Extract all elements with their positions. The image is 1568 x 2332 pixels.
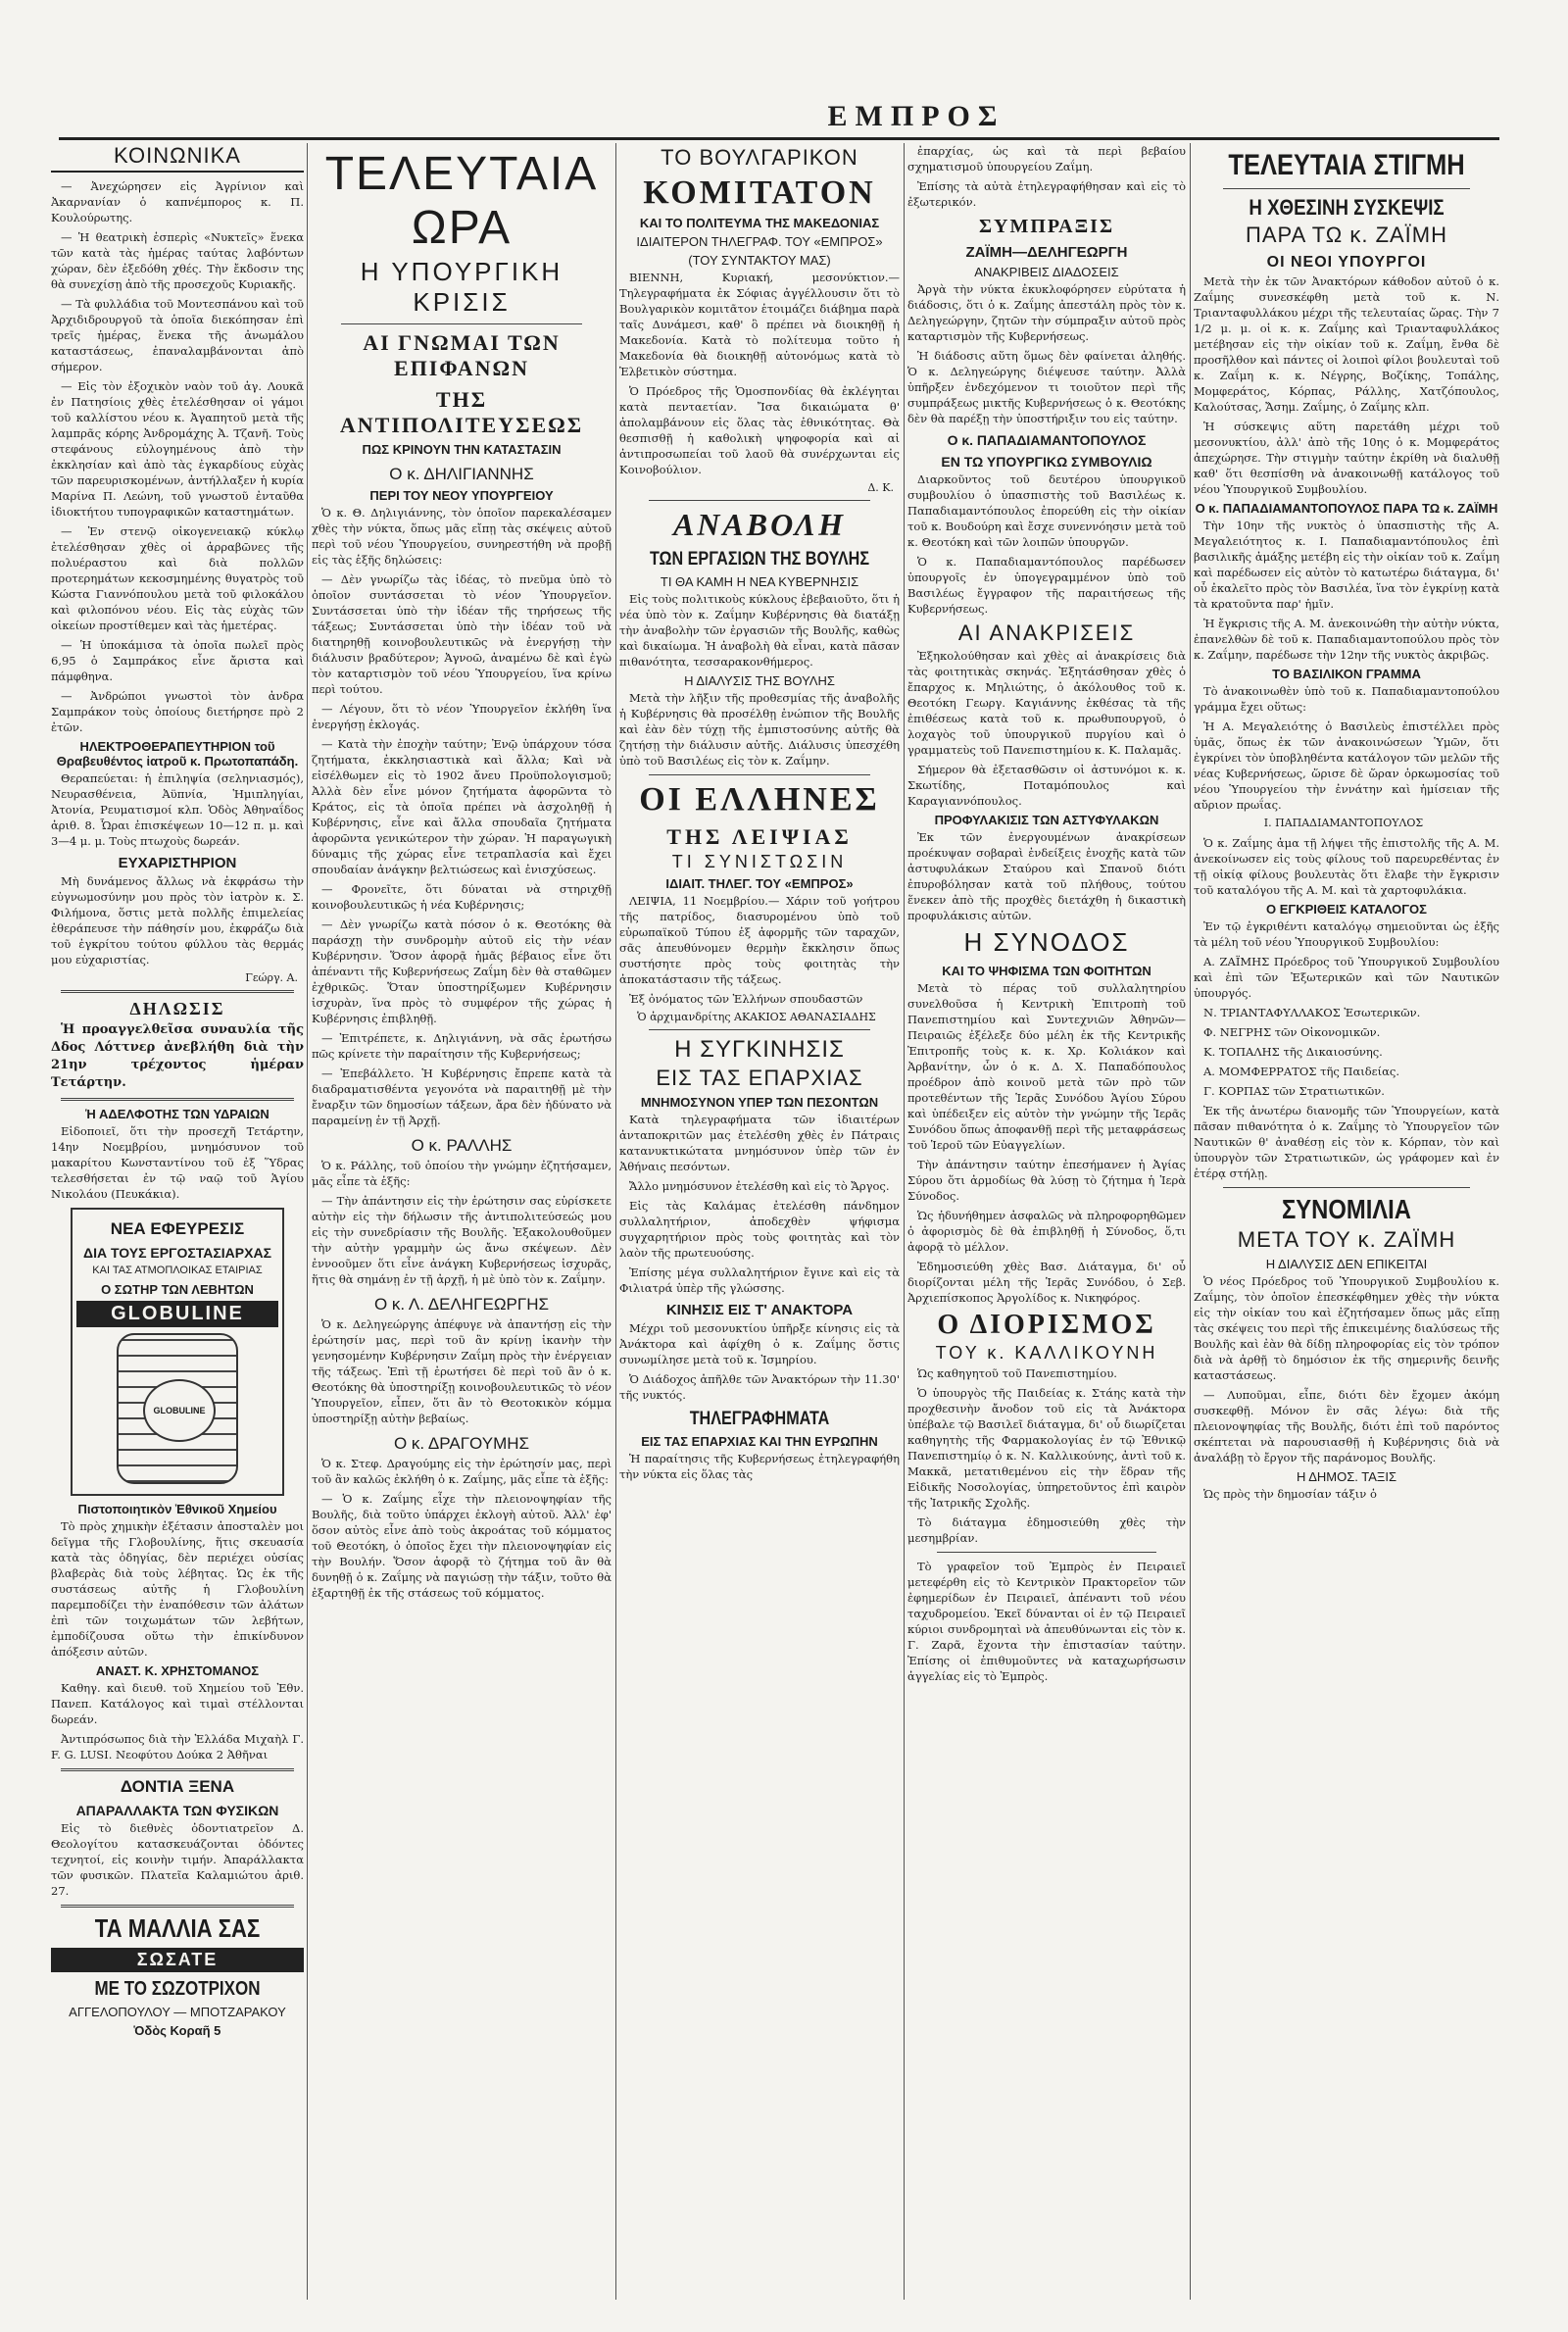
subheadline: ΙΔΙΑΙΤ. ΤΗΛΕΓ. ΤΟΥ «ΕΜΠΡΟΣ» [665,876,854,891]
paragraph: Ἐπίσης τὰ αὐτὰ ἐτηλεγραφήθησαν καὶ εἰς τὸ ἐξωτερικόν. [907,179,1186,209]
section-title: ΚΟΙΝΩΝΙΚΑ [51,143,304,173]
paragraph: Τὸ ἀνακοινωθὲν ὑπὸ τοῦ κ. Παπαδιαμαντοπούλου γράμμα ἔχει οὕτως: [1194,684,1499,714]
headline: ΣΥΜΠΡΑΞΙΣ [978,216,1115,237]
headline: ΕΙΣ ΤΑΣ ΕΠΑΡΧΙΑΣ [656,1066,863,1090]
paragraph: — Ἡ θεατρικὴ ἑσπερὶς «Νυκτεῖς» ἕνεκα τῶν κατὰ τὰς ἡμέρας ταύτας λαβόντων χώραν, δὲν ἐξεδόθη χθές. Τὴν ἔκδοσιν της θὰ συνεχίσῃ ἀπὸ τῆς προσεχοῦς Κυριακῆς. [51,230,304,291]
paragraph: Ὁ κ. Θ. Δηλιγιάννης, τὸν ὁποῖον παρεκαλέσαμεν χθὲς τὴν νύκτα, ὅπως μᾶς εἴπῃ τὰς σκέψεις αὐτοῦ περὶ τοῦ νέου Ὑπουργείου, συνηρεστήθη νὰ προβῇ εἰς τὰς ἑξῆς δηλώσεις: [312,506,612,567]
paragraph: Διαρκοῦντος τοῦ δευτέρου ὑπουργικοῦ συμβουλίου ὁ ὑπασπιστὴς τοῦ Βασιλέως κ. Παπαδιαμαντόπουλος ἐπορεύθη εἰς τὴν οἰκίαν τοῦ κ. Βουδούρη καὶ ἔσχε συνεννόησιν μετὰ τοῦ κ. Θεοτόκη καὶ τῶν λοιπῶν ὑπουργῶν. [907,472,1186,549]
paragraph: Κ. ΤΟΠΑΛΗΣ τῆς Δικαιοσύνης. [1203,1045,1383,1059]
ad-heading: ΚΑΙ ΤΑΣ ΑΤΜΟΠΛΟΙΚΑΣ ΕΤΑΙΡΙΑΣ [92,1265,263,1276]
ad-globuline [71,1208,284,1496]
paragraph: — Ὁ κ. Ζαΐμης εἶχε τὴν πλειονοψηφίαν τῆς Βουλῆς, διὰ τοῦτο ὑπάρχει ἐκλογὴ αὐτοῦ. Ἀλλ' ἐφ' ὅσον αὐτὸς εἶνε ἀπὸ τοὺς ἀκροάτας τοῦ κόμματος τοῦ Θεοτόκη, ὁ ὁποῖος ἔχει τὴν πλειονοψηφίαν εἰς τὴν Βουλήν. Ὅσον ἀφορᾷ τὸ ζήτημα τοῦ ἂν θὰ δυνηθῇ ὁ κ. Ζαΐμης νὰ παγιώσῃ τὴν τάξιν, τοῦτο θὰ ἐξαρτηθῇ ἐκ τῆς στάσεως τοῦ κόμματος. [312,1492,612,1600]
barrel-label: GLOBULINE [143,1379,216,1442]
divider [649,500,870,501]
headline: ΚΙΝΗΣΙΣ ΕΙΣ Τ' ΑΝΑΚΤΟΡΑ [665,1302,854,1318]
divider [61,1098,294,1101]
column-cooperation [907,143,1186,2319]
column-rule [615,143,616,2300]
divider [937,1552,1156,1553]
headline: ΚΟΜΙΤΑΤΟΝ [643,174,876,211]
paragraph: — Ἀνεχώρησεν εἰς Ἀγρίνιον καὶ Ἀκαρνανίαν ὁ καπνέμπορος κ. Π. Κουλούρωτης. [51,179,304,224]
headline: Η ΣΥΝΟΔΟΣ [963,927,1130,957]
section-heading: Ο κ. ΔΡΑΓΟΥΜΗΣ [393,1434,530,1453]
subheadline: Ο κ. ΠΑΠΑΔΙΑΜΑΝΤΟΠΟΥΛΟΣ ΠΑΡΑ ΤΩ κ. ΖΑΪΜΗ [1195,501,1498,516]
paragraph: Ὁ Πρόεδρος τῆς Ὁμοσπονδίας θὰ ἐκλέγηται κατὰ πενταετίαν. Ἴσα δικαιώματα θ' ἀπολαμβάνουν εἰς ὅλας τὰς ἐθνικότητας. Θὰ θεσπισθῇ ἡ καθολικὴ ψηφοφορία καὶ αἱ ἀντιπροσωπείαι τοῦ λαοῦ θὰ συνέρχωνται εἰς Κοινοβούλιον. [619,384,900,476]
paragraph: Ἡ ἔγκρισις τῆς Α. Μ. ἀνεκοινώθη τὴν αὐτὴν νύκτα, ἐπανελθὼν δὲ τοῦ κ. Παπαδιαμαντοπούλου πρὸς τὸν κ. Ζαΐμην, παρέδωσε τὴν 12ην τῆς νυκτὸς ἀκριβῶς. [1194,617,1499,662]
section-heading: ΠΕΡΙ ΤΟΥ ΝΕΟΥ ΥΠΟΥΡΓΕΙΟΥ [369,488,554,503]
subheadline: ΤΙ ΣΥΝΙΣΤΩΣΙΝ [671,852,848,871]
column-social [51,143,304,2319]
signature: Γεώργ. Α. [245,971,298,984]
headline: ΑΝΑΒΟΛΗ [672,507,847,542]
ad-heading: ΔΙΑ ΤΟΥΣ ΕΡΓΟΣΤΑΣΙΑΡΧΑΣ [83,1245,271,1261]
paragraph: Ἡ σύσκεψις αὕτη παρετάθη μέχρι τοῦ μεσονυκτίου, ἀλλ' ἀπὸ τῆς 10ης ὁ κ. Μομφεράτος ἀπεχώρησε. Τὴν στιγμὴν ταύτην ἐκρίθη νὰ διαλυθῇ καθ' ὅτι θεσπίσθη νὰ ἀνακοινωθῇ κατάλογος τοῦ νέου Ὑπουργικοῦ Συμβουλίου. [1194,420,1499,496]
paragraph: Εἰς τὰς Καλάμας ἐτελέσθη πάνδημον συλλαλητήριον, ἀποδεχθὲν ψήφισμα συγχαρητήριον πρὸς τοὺς φοιτητὰς καὶ τὸν λαὸν τῆς πρωτευούσης. [619,1199,900,1260]
headline: ΑΙ ΑΝΑΚΡΙΣΕΙΣ [957,620,1136,645]
paragraph: Τὸ πρὸς χημικὴν ἐξέτασιν ἀποσταλὲν μοι δεῖγμα τῆς Γλοβουλίνης, ἥτις σκευασία κατὰ τὰς ὁδηγίας, δὲν περιέχει οὐσίας βλαβερὰς διὰ τοὺς λέβητας. Ὡς ἐκ τῆς συστάσεως αὐτῆς ἡ Γλοβουλίνη παρεμποδίζει τὴν ἐναπόθεσιν τῶν ἀλάτων ἐπὶ τῶν τοιχωμάτων τῶν λεβήτων, ἐμποδίζουσα οὕτω τὴν ἐπικίνδυνον ἀπόξεσιν αὐτῶν. [51,1519,304,1659]
divider [341,323,582,324]
paragraph: — Ἀνδρώποι γνωστοὶ τὸν ἀνδρα Σαμπράκον τοὺς ὁποίους διετήρησε πρὸ 2 ἐτῶν. [51,689,304,734]
paragraph: Ἡ Α. Μεγαλειότης ὁ Βασιλεὺς ἐπιστέλλει πρὸς ὑμᾶς, ὅπως ἐκ τῶν ἀνακοινώσεων Ὑμῶν, ὅτι ἐγκρίνει τὸν ὑποβληθέντα κατάλογον τῶν μελῶν τῆς νέας Κυβερνήσεως, ὥρισε δὲ ὥραν ὁρκωμοσίας τοῦ νέου Ὑπουργείου τὴν ἐννάτην καὶ ἡμίσειαν τῆς αὔριον πρωΐας. [1194,719,1499,812]
headline: Η ΥΠΟΥΡΓΙΚΗ ΚΡΙΣΙΣ [360,257,564,317]
paragraph: — Ἡ ὑποκάμισα τὰ ὁποῖα πωλεῖ πρὸς 6,95 ὁ Σαμπράκος εἶνε ἄριστα καὶ πάμφθηνα. [51,638,304,683]
paragraph: Ἄλλο μνημόσυνον ἐτελέσθη καὶ εἰς τὸ Ἄργος. [629,1179,890,1193]
subheadline: Η ΔΗΜΟΣ. ΤΑΞΙΣ [1296,1469,1397,1484]
paragraph: — Δὲν γνωρίζω κατὰ πόσον ὁ κ. Θεοτόκης θὰ παράσχῃ τὴν συνδρομὴν αὐτοῦ εἰς τὴν νέαν Κυβέρνησιν. Ὅσον ἀφορᾷ ἡμᾶς βέβαιος εἶνε ὅτι ἀπέναντι τῆς Κυβερνήσεως Ζαΐμη δὲν θὰ σταθῶμεν ἐχθρικῶς. Ὅταν ὑποστηρίξωμεν Κυβέρνησιν ἰσχυρὰν, ἵνα πρὸς τὸ συμφέρον τῆς χώρας ἡ Κυβέρνησις ἐπιβληθῇ. [312,918,612,1025]
subheadline: ΤΩΝ ΕΡΓΑΣΙΩΝ ΤΗΣ ΒΟΥΛΗΣ [649,549,870,570]
paragraph: Μετὰ τὴν ἐκ τῶν Ἀνακτόρων κάθοδον αὐτοῦ ὁ κ. Ζαΐμης συνεσκέφθη μετὰ τοῦ κ. Ν. Τριανταφυλλάκου μέχρι τῆς τελευταίας ὥρας. Τὴν 7 1/2 μ. μ. οἱ κ. κ. Ζαΐμης καὶ Τριανταφυλλάκος μετέβησαν εἰς τὴν οἰκίαν τοῦ κ. Ζαΐμη, ἔνθα δὲ προσῆλθον καὶ πάντες οἱ λοιποὶ φίλοι βουλευταὶ τοῦ κ. Ζαΐμη κ. κ. Νέγρης, Βοζίκης, Τοπάλης, Μομφεράτος, Κόρπας, Ράλλης, Χατζόπουλος, Καλούτσας, Ἄσημ. Ζαΐμης, ὁ Ζαΐμης κλπ. [1194,274,1499,414]
paragraph: Ἀργὰ τὴν νύκτα ἐκυκλοφόρησεν εὐρύτατα ἡ διάδοσις, ὅτι ὁ κ. Ζαΐμης ἀπεστάλη πρὸς τὸν κ. Δεληγεώργην, ζητῶν τὴν σύμπραξιν αὐτοῦ πρὸς καταρτισμὸν τῆς Κυβερνήσεως. [907,282,1186,343]
subheadline: ΚΑΙ ΤΟ ΨΗΦΙΣΜΑ ΤΩΝ ΦΟΙΤΗΤΩΝ [942,964,1152,978]
ad-heading: ΑΠΑΡΑΛΛΑΚΤΑ ΤΩΝ ΦΥΣΙΚΩΝ [75,1803,279,1818]
paragraph: Ὡς καθηγητοῦ τοῦ Πανεπιστημίου. [917,1366,1117,1380]
ad-heading: ΤΑ ΜΑΛΛΙΑ ΣΑΣ [94,1913,261,1943]
paragraph: Ἐξηκολούθησαν καὶ χθὲς αἱ ἀνακρίσεις διὰ τὰς φοιτητικὰς σκηνάς. Ἐξητάσθησαν χθὲς ὁ ἔπαρχος κ. Μηλιώτης, ὁ ἀκόλουθος τοῦ κ. Θεοτόκη Γεωργ. Καγιάννης ἐκθέσας τὰ τῆς ἐπιθέσεως κατὰ τοῦ κ. πρωθυπουργοῦ, ὁ λοχαγὸς τοῦ ὑπουργικοῦ πυργίου καὶ ὁ γραμματεὺς τοῦ Πανεπιστημίου κ. Κ. Παλαμᾶς. [907,649,1186,757]
ad-heading: ΜΕ ΤΟ ΣΩΖΟΤΡΙΧΟΝ [94,1978,261,2000]
paragraph: Ἐξ ὀνόματος τῶν Ἑλλήνων σπουδαστῶν [629,992,863,1006]
signature: Ι. ΠΑΠΑΔΙΑΜΑΝΤΟΠΟΥΛΟΣ [1263,817,1424,829]
ad-heading: ΑΓΓΕΛΟΠΟΥΛΟΥ — ΜΠΟΤΖΑΡΑΚΟΥ [69,2005,286,2019]
paragraph: Α. ΜΟΜΦΕΡΡΑΤΟΣ τῆς Παιδείας. [1203,1065,1399,1078]
ad-heading: Ἡ ΑΔΕΛΦΟΤΗΣ ΤΩΝ ΥΔΡΑΙΩΝ [85,1107,270,1121]
subheadline: Η ΔΙΑΛΥΣΙΣ ΤΗΣ ΒΟΥΛΗΣ [684,673,835,688]
paragraph: Τὴν 10ην τῆς νυκτὸς ὁ ὑπασπιστὴς τῆς Α. Μεγαλειότητος κ. Ι. Παπαδιαμαντόπουλος ἐπὶ βασιλικῆς ἀμάξης μετέβη εἰς τὴν οἰκίαν τοῦ κ. Ζαΐμη καὶ παρέδωσεν εἰς αὐτὸν τὸ κατωτέρω διάταγμα, δι' οὗ ἐκαλεῖτο πρὸς τὸν Βασιλέα, ἵνα τὸν ἐγκρίνῃ κατὰ τὰ κρατοῦντα παρ' ἡμῖν. [1194,519,1499,611]
headline: ΤΗΛΕΓΡΑΦΗΜΑΤΑ [689,1409,830,1429]
paragraph: Ὁ Διάδοχος ἀπῆλθε τῶν Ἀνακτόρων τὴν 11.30' τῆς νυκτός. [619,1372,900,1402]
subheadline: ΚΑΙ ΤΟ ΠΟΛΙΤΕΥΜΑ ΤΗΣ ΜΑΚΕΔΟΝΙΑΣ [639,216,880,230]
subheadline: ΤΗΣ ΑΝΤΙΠΟΛΙΤΕΥΣΕΩΣ [339,387,584,437]
paragraph: Ἐκ τῆς ἀνωτέρω διανομῆς τῶν Ὑπουργείων, κατὰ πᾶσαν πιθανότητα ὁ κ. Ζαΐμης τὸ Ὑπουργεῖον τῶν Ναυτικῶν θ' ἀναθέσῃ εἰς τὸν κ. Κόρπαν, τὸν καὶ ὑπουργὸν τῶν Στρατιωτικῶν, ὡς γράφομεν καὶ ἐν ἑτέρᾳ στήλῃ. [1194,1104,1499,1180]
column-rule [1190,143,1191,2300]
ad-heading: ΝΕΑ ΕΦΕΥΡΕΣΙΣ [110,1219,245,1238]
divider [649,1029,870,1030]
headline: ΤΗΣ ΛΕΙΨΙΑΣ [666,824,853,849]
paragraph: Ὁ νέος Πρόεδρος τοῦ Ὑπουργικοῦ Συμβουλίου κ. Ζαΐμης, τὸν ὁποῖον ἐπεσκέφθημεν χθὲς τὴν νύκτα εἰς τὴν οἰκίαν του καὶ ἐζητήσαμεν ὅπως μᾶς εἴπῃ τὰς σκέψεις του περὶ τῆς ἐπικειμένης διαλύσεως τῆς Βουλῆς καὶ ἐὰν θὰ δίδῃ πληροφορίας εἰς τὸν τρόπον διὰ νὰ ἀρθῇ τὸ δημόσιον ἐκ τῆς σημερινῆς δεινῆς καταστάσεως. [1194,1274,1499,1382]
paragraph: Θεραπεύεται: ἡ ἐπιληψία (σεληνιασμός), Νευρασθένεια, Ἀϋπνία, Ἡμιπληγίαι, Ἀτονία, Ρευματισμοί κλπ. Ὁδὸς Ἀθηναΐδος ἀριθ. 8. Ὧραι ἐπισκέψεων 10—12 π. μ. καὶ 3—4 μ. μ. Τοὺς πτωχοὺς δωρεάν. [51,771,304,848]
paragraph: Ἐπίσης μέγα συλλαλητήριον ἔγινε καὶ εἰς τὰ Φιλιατρά ὑπὲρ τῆς γλώσσης. [619,1265,900,1295]
column-last-hour [312,143,612,2319]
paragraph: Καθηγ. καὶ διευθ. τοῦ Χημείου τοῦ Ἐθν. Πανεπ. Κατάλογος καὶ τιμαὶ στέλλονται δωρεάν. [51,1681,304,1726]
paragraph: Ἐκ τῶν ἐνεργουμένων ἀνακρίσεων προέκυψαν σοβαραὶ ἐνδείξεις ἐνοχῆς κατὰ τῶν ἀστυφυλάκων Σταύρου καὶ Σπανοῦ διότι ἐπυροβόλησαν κατὰ τοῦ πλήθους, τούτου ἕνεκεν ἀπὸ τῆς προχθὲς διετάχθη ἡ δικαστικὴ προφυλάκισις αὐτῶν. [907,830,1186,922]
paragraph: Ὁ ὑπουργὸς τῆς Παιδείας κ. Στάης κατὰ τὴν προχθεσινὴν ἄνοδον τοῦ εἰς τὰ Ἀνάκτορα ὑπέβαλε τῷ Βασιλεῖ διάταγμα, δι' οὗ διωρίζεται καθηγητὴς τῆς Φαρμακολογίας ἐν τῷ Ἐθνικῷ Πανεπιστημίῳ ὁ κ. Ν. Καλλικούνης, ἀντὶ τοῦ κ. Μακκᾶ, μετατιθεμένου εἰς τὴν ἕδραν τῆς Εἰδικῆς Νοσολογίας, ὑπηρετοῦντος ἐπὶ καιρὸν τῆς Ἰατρικῆς Σχολῆς. [907,1386,1186,1510]
headline: ΖΑΪΜΗ—ΔΕΛΗΓΕΩΡΓΗ [965,244,1128,261]
paragraph: Ὡς πρὸς τὴν δημοσίαν τάξιν ὁ [1203,1487,1377,1501]
ad-heading: ΑΝΑΣΤ. Κ. ΧΡΗΣΤΟΜΑΝΟΣ [95,1663,260,1678]
headline: ΤΟ ΒΟΥΛΓΑΡΙΚΟΝ [661,145,858,170]
paragraph: Ὡς ἠδυνήθημεν ἀσφαλῶς νὰ πληροφορηθῶμεν ὁ ἀφορισμὸς δὲ θὰ ἐπιβληθῇ ἡ Σύνοδος, ὅ,τι ἀφορᾷ τὸ μέλλον. [907,1209,1186,1254]
masthead-rule [59,137,1499,140]
paragraph: — Ἐν στενῷ οἰκογενειακῷ κύκλῳ ἐτελέσθησαν χθὲς οἱ ἀρραβῶνες τῆς πολυέραστου καὶ διὰ πολλῶν προτερημάτων κεκοσμημένης θυγατρὸς τοῦ Κώστα Γιαννόπουλου μετὰ τοῦ φιλοκάλου καὶ φιλοπόνου νέου. Εἰς τὰς εὐχὰς τῶν οἰκείων προστίθεμεν καὶ τὰς ἡμετέρας. [51,524,304,632]
subheadline: (ΤΟΥ ΣΥΝΤΑΚΤΟΥ ΜΑΣ) [688,253,831,268]
paragraph: Εἰδοποιεῖ, ὅτι τὴν προσεχῆ Τετάρτην, 14ην Νοεμβρίου, μνημόσυνον τοῦ μακαρίτου Κωνσταντίνου τοῦ ἐξ Ὕδρας τελεσθήσεται ἐν τῷ ναῷ τοῦ Ἁγίου Νικολάου (Πευκάκια). [51,1124,304,1201]
paragraph: Ἐδημοσιεύθη χθὲς Βασ. Διάταγμα, δι' οὗ διορίζονται μέλη τῆς Ἱερᾶς Συνόδου, ὁ Σεβ. Ἀρχιεπίσκοπος Ἀργολίδος κ. Νικηφόρος. [907,1260,1186,1305]
headline: ΤΕΛΕΥΤΑΙΑ ΩΡΑ [324,148,599,254]
section-heading: Ο κ. ΡΑΛΛΗΣ [411,1136,513,1155]
subheadline: ΠΑΡΑ ΤΩ κ. ΖΑΪΜΗ [1245,223,1448,247]
paragraph: — Τὰ φυλλάδια τοῦ Μοντεσπάνου καὶ τοῦ Ἀρχιδιδρουργοῦ τὰ ὁποῖα διεκόπησαν ἐπὶ τρεῖς ἡμέρας, ἕνεκα τῆς ἀνωμάλου καταστάσεως, ἐπαναλαμβάνονται ἀπὸ σήμερον. [51,297,304,373]
paragraph: — Ἐπιτρέπετε, κ. Δηλιγιάννη, νὰ σᾶς ἐρωτήσω πῶς κρίνετε τὴν παραίτησιν τῆς Κυβερνήσεως; [312,1031,612,1061]
subheadline: Ο ΕΓΚΡΙΘΕΙΣ ΚΑΤΑΛΟΓΟΣ [1266,902,1427,917]
signature: Δ. Κ. [867,481,894,494]
paragraph: Ὁ κ. Παπαδιαμαντόπουλος παρέδωσεν ὑπουργοῖς ἐν ὑπογεγραμμένον ὑπὸ τοῦ Βασιλέως ἔγγραφον τῆς παραιτήσεως τῆς Κυβερνήσεως. [907,555,1186,616]
column-bulgarian [619,143,900,2319]
paragraph: ΛΕΙΨΙΑ, 11 Νοεμβρίου.— Χάριν τοῦ γοήτρου τῆς πατρίδος, διασυρομένου ὑπὸ τοῦ εὐρωπαϊκοῦ Τύπου ἐξ ἀφορμῆς τῶν ταραχῶν, σᾶς ἀπευθύνομεν θερμὴν ἔκκλησιν ὅπως συστήσητε πρὸς τοὺς φοιτητὰς τὴν ἀποκατάστασιν τῆς τάξεως. [619,894,900,986]
ad-heading: ΔΟΝΤΙΑ ΞΕΝΑ [120,1777,235,1796]
subheadline: Η ΧΘΕΣΙΝΗ ΣΥΣΚΕΨΙΣ [1249,195,1445,220]
paragraph: Ἡ παραίτησις τῆς Κυβερνήσεως ἐτηλεγραφήθη τὴν νύκτα εἰς ὅλας τὰς [619,1452,900,1481]
subheadline: ΙΔΙΑΙΤΕΡΟΝ ΤΗΛΕΓΡΑΦ. ΤΟΥ «ΕΜΠΡΟΣ» [636,234,883,249]
subheadline: ΜΝΗΜΟΣΥΝΟΝ ΥΠΕΡ ΤΩΝ ΠΕΣΟΝΤΩΝ [640,1095,879,1110]
paragraph: Ὁ κ. Ζαΐμης ἀμα τῇ λήψει τῆς ἐπιστολῆς τῆς Α. Μ. ἀνεκοίνωσεν εἰς τοὺς φίλους τοῦ παρευρεθέντας ἐν τῇ οἰκίᾳ φίλους βουλευτὰς ὅτι ἔλαβε τὴν ἔγκρισιν τοῦ καταλόγου τῆς Α. Μ. καὶ τὰ χαρτοφυλάκια. [1194,836,1499,897]
paragraph: Ἐν τῷ ἐγκριθέντι καταλόγῳ σημειοῦνται ὡς ἑξῆς τὰ μέλη τοῦ νέου Ὑπουργικοῦ Συμβουλίου: [1194,919,1499,949]
paragraph: Ὁ κ. Δεληγεώργης ἀπέφυγε νὰ ἀπαντήσῃ εἰς τὴν ἐρώτησίν μας, περὶ τοῦ ἂν κρίνῃ ἱκανὴν τὴν γενησομένην Κυβέρνησιν Ζαΐμη πρὸς τὴν ἐνέργειαν τῆς τάξεως. Ἐπὶ τῇ ἐρωτήσει δὲ περὶ τοῦ ἂν ὁ κ. Θεοτόκης θὰ ὑποστηρίξῃ κοινοβουλευτικῶς τὸ νέον Ὑπουργεῖον, εἶπεν, ὅτι ἂν τὸ Θεοτοκικὸν κόμμα ὑποστηρίξῃ αὐτὴν βεβαίως. [312,1317,612,1425]
subheadline: Η ΔΙΑΛΥΣΙΣ ΔΕΝ ΕΠΙΚΕΙΤΑΙ [1265,1257,1428,1271]
paragraph: Μετὰ τὴν λῆξιν τῆς προθεσμίας τῆς ἀναβολῆς ἡ Κυβέρνησις θὰ προσέλθῃ ἐνώπιον τῆς Βουλῆς καὶ ἐὰν δὲν τύχῃ τῆς ἐμπιστοσύνης αὐτῆς θὰ ζητήσῃ τὴν διάλυσιν αὐτῆς. Διάλυσις ὑπεσχέθη ὑπὸ τοῦ Βασιλέως εἰς τὸν κ. Ζαΐμην. [619,691,900,768]
paragraph: — Δὲν γνωρίζω τὰς ἰδέας, τὸ πνεῦμα ὑπὸ τὸ ὁποῖον συντάσσεται τὸ νέον Ὑπουργεῖον. Συντάσσεται ὑπὸ τὴν ἰδέαν τῆς τηρήσεως τῆς τάξεως; Συντάσσεται ὑπὸ τὴν ἰδέαν τοῦ νὰ διατηρηθῇ κοινοβουλευτικῶς νὰ ἐνεργήσῃ τὴν διάλυσιν βραδύτερον; Ἀγνοῶ, ἀναμένω δὲ καὶ ἐγὼ τὸν καταρτισμὸν τοῦ νέου Ὑπουργείου, ἵνα κρίνω περὶ τούτου. [312,572,612,696]
divider [61,1768,294,1771]
column-rule [307,143,308,2300]
paragraph: Σήμερον θὰ ἐξετασθῶσιν οἱ ἀστυνόμοι κ. κ. Σκωτίδης, Ποταμόπουλος καὶ Καραγιαννόπουλος. [907,763,1186,808]
paragraph: Φ. ΝΕΓΡΗΣ τῶν Οἰκονομικῶν. [1203,1025,1381,1039]
paragraph: Ἀντιπρόσωπος διὰ τὴν Ἑλλάδα Μιχαὴλ Γ. F. G. LUSI. Νεοφύτου Δούκα 2 Ἀθῆναι [51,1732,304,1761]
brand-banner: GLOBULINE [76,1301,278,1327]
column-rule [904,143,905,2300]
divider [61,1905,294,1908]
ad-heading: Ο ΣΩΤΗΡ ΤΩΝ ΛΕΒΗΤΩΝ [101,1282,254,1297]
paragraph: — Λυποῦμαι, εἶπε, διότι δὲν ἔχομεν ἀκόμη συσκεφθῇ. Μόνον ἓν σᾶς λέγω: διὰ τῆς πλειονοψηφίας τῆς Βουλῆς, διότι ἐπὶ τοῦ παρόντος σκέπτεται νὰ παρουσιασθῇ ἡ Κυβέρνησις διὰ νὰ ἀναλάβῃ τὸ ἔργον τῆς παράνομος Βουλῆς. [1194,1388,1499,1464]
signature: Ὁ ἀρχιμανδρίτης ΑΚΑΚΙΟΣ ΑΘΑΝΑΣΙΑΔΗΣ [637,1011,876,1023]
ad-heading: ΔΗΛΩΣΙΣ [129,999,225,1018]
ad-heading: ΣΩΣΑΤΕ [51,1948,304,1972]
subheadline: ΤΟΥ κ. ΚΑΛΛΙΚΟΥΝΗ [935,1343,1158,1363]
paragraph: ΒΙΕΝΝΗ, Κυριακή, μεσονύκτιον.— Τηλεγραφήματα ἐκ Σόφιας ἀγγέλλουσιν ὅτι τὸ Βουλγαρικὸν κομιτᾶτον ἑτοιμάζει διάβημα παρὰ ταῖς Δυνάμεσι, καθ' ὃ πρέπει νὰ διοικηθῇ ἡ Μακεδονία. Κατὰ τὸ πολίτευμα τοῦτο ἡ Μακεδονία θὰ διοικηθῇ αὐτονόμως κατὰ τὸ Ἑλβετικὸν σύστημα. [619,271,900,378]
subheadline: ΠΩΣ ΚΡΙΝΟΥΝ ΤΗΝ ΚΑΤΑΣΤΑΣΙΝ [362,442,562,457]
paragraph: Α. ΖΑΪΜΗΣ Πρόεδρος τοῦ Ὑπουργικοῦ Συμβουλίου καὶ ἐπὶ τῶν Ἐξωτερικῶν καὶ τῶν Ναυτικῶν ὑπουργός. [1194,955,1499,1000]
section-heading: Ο κ. Λ. ΔΕΛΗΓΕΩΡΓΗΣ [373,1295,550,1314]
paragraph: Μετὰ τὸ πέρας τοῦ συλλαλητηρίου συνελθοῦσα ἡ Κεντρικὴ Ἐπιτροπὴ τοῦ Πανεπιστημίου καὶ Συντεχνιῶν Ἀθηνῶν—Πειραιῶς ἐξέλεξε δύο μέλη ἐκ τῆς Κεντρικῆς Ἐπιτροπῆς τοὺς κ. κ. Χρ. Κολιάκον καὶ Ἀρβανίτην, ὧν ὁ κ. Δ. Χ. Παπαδόπουλος προέδρον ἀπὸ κοινοῦ μετὰ τῶν πρὸ τῶν προτεθέντων τῆς Ἱερᾶς Συνόδου Ἁγίου Σύρου καὶ ὑπέδειξεν εἰς αὐτὸν τὴν γνώμην τῆς Ἱερᾶς Συνόδου ὅπως ἀποφανθῇ περὶ τῆς μεταφράσεως τοῦ Ἱεροῦ τῶν Εὐαγγελίων. [907,981,1186,1152]
paragraph: Κατὰ τηλεγραφήματα τῶν ἰδιαιτέρων ἀνταποκριτῶν μας ἐτελέσθη χθὲς ἐν Πάτραις κατανυκτικώτατα μνημόσυνον ὑπὲρ τῶν ἐν Ἀθήναις πεσόντων. [619,1113,900,1173]
paragraph: Γ. ΚΟΡΠΑΣ τῶν Στρατιωτικῶν. [1203,1084,1385,1098]
divider [1223,188,1470,189]
paragraph: Τὸ διάταγμα ἐδημοσιεύθη χθὲς τὴν μεσημβρίαν. [907,1515,1186,1545]
subheadline: ΠΡΟΦΥΛΑΚΙΣΙΣ ΤΩΝ ΑΣΤΥΦΥΛΑΚΩΝ [934,813,1159,827]
paragraph: Ἡ διάδοσις αὕτη ὅμως δὲν φαίνεται ἀληθής. Ὁ κ. Δεληγεώργης διέψευσε ταύτην. Ἀλλὰ ὑπῆρξεν ἐνδεχόμενον τι τοιοῦτον περὶ τῆς συμπράξεως μικτῆς Κυβερνήσεως ὁ κ. Θεοτόκης δὲν θὰ παρέξῃ τὴν ὑποστήριξιν του εἰς ταύτην. [907,349,1186,425]
section-heading: Ο κ. ΔΗΛΙΓΙΑΝΝΗΣ [389,465,534,483]
paragraph: — Τὴν ἀπάντησιν εἰς τὴν ἐρώτησιν σας εὑρίσκετε αὐτὴν εἰς τὴν δήλωσιν τῆς ἀντιπολιτεύσεώς μου εἰς τὴν συνεδρίασιν τῆς Βουλῆς. Ἐξακολουθοῦμεν τὴν αὐτὴν γραμμὴν ὡς ἄνω σκέψεων. Δὲν ἐννοοῦμεν ὅτι εἶνε ἀνάγκη Κυβερνήσεως ἰσχυρᾶς, ἥτις θὰ σημάνῃ ἐν τῇ ἀρχῇ, ἡ μὲ ὑπὸ τὸν κ. Ζαΐμην. [312,1194,612,1286]
subheadline: ΟΙ ΝΕΟΙ ΥΠΟΥΡΓΟΙ [1266,254,1427,271]
paragraph: — Λέγουν, ὅτι τὸ νέον Ὑπουργεῖον ἐκλήθη ἵνα ἐνεργήσῃ ἐκλογάς. [312,702,612,731]
headline: ΣΥΝΟΜΙΛΙΑ [1282,1194,1411,1224]
paragraph: Μέχρι τοῦ μεσονυκτίου ὑπῆρξε κίνησις εἰς τὰ Ἀνάκτορα καὶ ἀφίχθη ὁ κ. Ζαΐμης ὅστις συνωμίλησε μετὰ τοῦ κ. Ἰσμηρίου. [619,1321,900,1366]
ad-heading: Πιστοποιητικὸν Ἐθνικοῦ Χημείου [77,1502,277,1516]
headline: Ο κ. ΠΑΠΑΔΙΑΜΑΝΤΟΠΟΥΛΟΣ [947,432,1147,448]
paragraph: Ὁ κ. Στεφ. Δραγούμης εἰς τὴν ἐρώτησίν μας, περὶ τοῦ ἂν καλῶς ἐκλήθη ὁ κ. Ζαΐμης, μᾶς εἶπε τὰ ἑξῆς: [312,1457,612,1486]
paragraph: Τὴν ἀπάντησιν ταύτην ἐπεσήμανεν ἡ Ἀγίας Σύρου ὅτι ἀρμοδίως θὰ λύσῃ τὸ ζήτημα ἡ Ἱερὰ Σύνοδος. [907,1158,1186,1203]
column-last-moment [1194,143,1499,2319]
headline: ΟΙ ΕΛΛΗΝΕΣ [639,781,880,818]
subheadline: ΜΕΤΑ ΤΟΥ κ. ΖΑΪΜΗ [1237,1227,1456,1252]
subheadline: ΕΙΣ ΤΑΣ ΕΠΑΡΧΙΑΣ ΚΑΙ ΤΗΝ ΕΥΡΩΠΗΝ [641,1434,878,1449]
paragraph: Εἰς τοὺς πολιτικοὺς κύκλους ἐβεβαιοῦτο, ὅτι ἡ νέα ὑπὸ τὸν κ. Ζαΐμην Κυβέρνησις θὰ διατάξῃ τὴν ἀναβολὴν τῶν ἐργασιῶν τῆς Βουλῆς, καθὼς καὶ δικαίωμα. Ἡ ἀναβολὴ θὰ εἶναι, κατὰ πᾶσαν πιθανότητα, τεσσαρακονθήμερος. [619,592,900,669]
masthead: ΕΜΠΡΟΣ [827,100,1005,132]
paragraph: ἐπαρχίας, ὡς καὶ τὰ περὶ βεβαίου σχηματισμοῦ ὑπουργείου Ζαΐμη. [907,144,1186,174]
paragraph: — Εἰς τὸν ἐξοχικὸν ναὸν τοῦ ἁγ. Λουκᾶ ἐν Πατησίοις χθὲς ἐτελέσθησαν οἱ γάμοι τοῦ καλλίστου νέου κ. Ἀγαπητοῦ μετὰ τῆς λαμπρᾶς κόρης Ἀνδρομάχης Ἀ. Τζανῆ. Τοὺς στεφάνους εὐλογημένους ἀπὸ τὴν ἐκκλησίαν καὶ ἀπὸ τὰς ἐγκαρδίους εὐχὰς τῶν παρευρισκομένων, ἀντήλλαξεν ἡ κυρία Μαρίνα Π. Λεώνη, τοῦ γνωστοῦ ἐνταῦθα ἰδιοκτήτου τυπογραφικῶν καταστημάτων. [51,379,304,519]
paragraph: Εἰς τὸ διεθνὲς ὀδοντιατρεῖον Δ. Θεολογίτου κατασκευάζονται ὀδόντες τεχνητοί, εἰς κοινὴν τιμήν. Ἀπαράλλακτα τῶν φυσικῶν. Πλατεῖα Καλαμιώτου ἀριθ. 27. [51,1821,304,1898]
headline: ΤΕΛΕΥΤΑΙΑ ΣΤΙΓΜΗ [1228,149,1465,181]
paragraph: Τὸ γραφεῖον τοῦ Ἐμπρὸς ἐν Πειραιεῖ μετεφέρθη εἰς τὸ Κεντρικὸν Πρακτορεῖον τῶν ἐφημερίδων ἐν Πειραιεῖ, ἀπέναντι τοῦ νέου ταχυδρομείου. Ἐκεῖ δύνανται οἱ ἐν τῷ Πειραιεῖ κύριοι συνδρομηταὶ νὰ ἀπευθύνωνται εἰς τὸν κ. Γ. Ζαρᾶ, ἔχοντα τὴν ἐπιστασίαν ταύτην. Ἐπίσης οἱ ἐπιθυμοῦντες νὰ καταχωρήσωσιν ἀγγελίας εἰς τὸ Ἐμπρὸς. [907,1560,1186,1683]
paragraph: Ν. ΤΡΙΑΝΤΑΦΥΛΛΑΚΟΣ Ἐσωτερικῶν. [1203,1006,1421,1019]
headline: Η ΣΥΓΚΙΝΗΣΙΣ [674,1036,845,1063]
paragraph: — Κατὰ τὴν ἐποχὴν ταύτην; Ἐνῷ ὑπάρχουν τόσα ζητήματα, ἐκκλησιαστικὰ καὶ ἄλλα; Καὶ νὰ εἰσέλθωμεν εἰς τὸ 1902 ἄνευ Προϋπολογισμοῦ; Ἀλλὰ δὲν εἶνε μόνον ζητήματα ἀφορῶντα τὸ Κράτος, εἰς τὰ ὁποῖα πρέπει νὰ ἀσχοληθῇ ἡ Κυβέρνησις, εἶνε καὶ ἄλλα σπουδαῖα ζητήματα ἀφορῶντα γενικώτερον τὴν χώραν. Ἡ παραγωγικὴ δύναμις τῆς χώρας εἶνε τετραπλασία καὶ ἔχει σπουδαίαν ἀνάγκην βελτιώσεως καὶ ἐνισχύσεως. [312,737,612,876]
barrel-illustration [117,1333,238,1484]
paragraph: — Φρονεῖτε, ὅτι δύναται νὰ στηριχθῇ κοινοβουλευτικῶς ἡ νέα Κυβέρνησις; [312,882,612,912]
headline: ΕΝ ΤΩ ΥΠΟΥΡΓΙΚΩ ΣΥΜΒΟΥΛΙΩ [941,454,1152,470]
subheadline: ΤΙ ΘΑ ΚΑΜΗ Η ΝΕΑ ΚΥΒΕΡΝΗΣΙΣ [660,574,859,589]
headline: Ο ΔΙΟΡΙΣΜΟΣ [937,1310,1156,1340]
subheadline: ΑΙ ΓΝΩΜΑΙ ΤΩΝ ΕΠΙΦΑΝΩΝ [363,330,561,380]
ad-heading: ΗΛΕΚΤΡΟΘΕΡΑΠΕΥΤΗΡΙΟΝ τοῦ Θραβευθέντος ἰατροῦ κ. Πρωτοπαπάδη. [56,739,299,769]
paragraph: Μὴ δυνάμενος ἄλλως νὰ ἐκφράσω τὴν εὐγνωμοσύνην μου πρὸς τὸν ἰατρὸν κ. Σ. Φιλήμονα, ὅστις μετὰ πολλῆς ἐπιμελείας ἐθεράπευσε τὴν πάθησίν μου, ἐκφράζω διὰ τοῦ ἐγκρίτου τούτου φύλλου τὰς θερμάς μου εὐχαριστίας. [51,874,304,967]
subheadline: ΤΟ ΒΑΣΙΛΙΚΟΝ ΓΡΑΜΜΑ [1272,667,1421,681]
paragraph: Ὁ κ. Ράλλης, τοῦ ὁποίου τὴν γνώμην ἐζητήσαμεν, μᾶς εἶπε τὰ ἑξῆς: [312,1159,612,1188]
ad-heading: ΕΥΧΑΡΙΣΤΗΡΙΟΝ [118,855,237,871]
paragraph: — Ἐπεβάλλετο. Ἡ Κυβέρνησις ἔπρεπε κατὰ τὰ διαδραματισθέντα γεγονότα νὰ παραιτηθῇ μὲ τὴν ἔναρξιν τῶν δημοσίων τάξεων, ἄρα δὲν ἠδύνατο νὰ παραμείνῃ ἐν τῇ Ἀρχῇ. [312,1067,612,1127]
subheadline: ΑΝΑΚΡΙΒΕΙΣ ΔΙΑΔΟΣΕΙΣ [974,265,1119,279]
paragraph: Ἡ προαγγελθεῖσα συναυλία τῆς Δδος Λόττνερ ἀνεβλήθη διὰ τὴν 21ην τρέχοντος ἡμέραν Τετάρτην. [51,1022,304,1090]
ad-heading: Ὁδὸς Κοραῆ 5 [133,2023,221,2038]
divider [61,990,294,993]
divider [1223,1187,1470,1188]
divider [649,774,870,775]
